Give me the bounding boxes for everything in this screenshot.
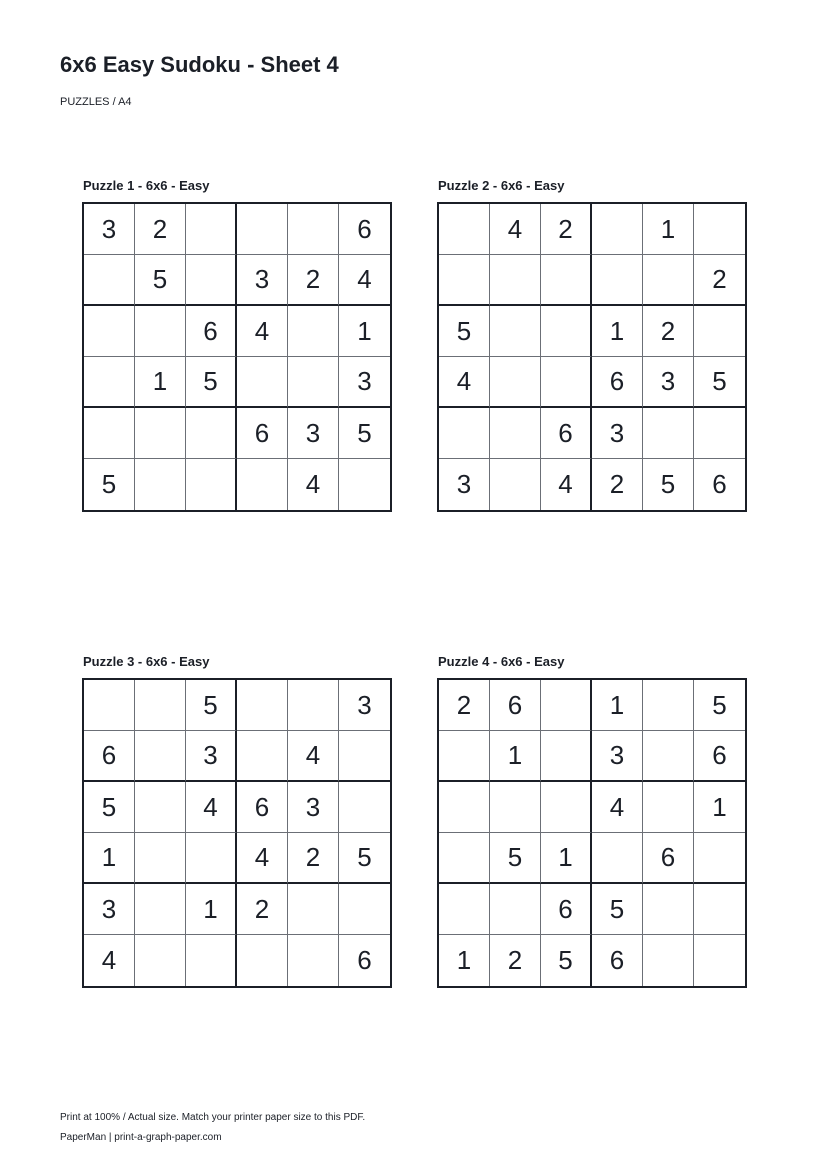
sudoku-cell — [439, 833, 490, 884]
sudoku-cell: 4 — [237, 306, 288, 357]
sudoku-cell — [541, 731, 592, 782]
sudoku-cell: 6 — [490, 680, 541, 731]
sudoku-cell — [135, 459, 186, 510]
sudoku-cell — [339, 884, 390, 935]
sudoku-cell — [237, 935, 288, 986]
sudoku-cell — [288, 306, 339, 357]
sudoku-cell: 2 — [439, 680, 490, 731]
sudoku-cell: 1 — [84, 833, 135, 884]
print-instructions: Print at 100% / Actual size. Match your printer paper size to this PDF. — [60, 1112, 366, 1123]
sudoku-cell: 5 — [694, 680, 745, 731]
sudoku-cell: 1 — [135, 357, 186, 408]
sudoku-cell: 4 — [439, 357, 490, 408]
sudoku-cell: 6 — [84, 731, 135, 782]
sudoku-cell — [643, 782, 694, 833]
sudoku-cell — [490, 306, 541, 357]
sudoku-cell: 4 — [84, 935, 135, 986]
sudoku-cell: 6 — [237, 408, 288, 459]
sudoku-cell — [643, 731, 694, 782]
sudoku-cell: 1 — [339, 306, 390, 357]
sudoku-cell — [237, 680, 288, 731]
sudoku-cell — [592, 204, 643, 255]
sudoku-cell: 2 — [135, 204, 186, 255]
sudoku-cell — [135, 935, 186, 986]
sudoku-cell: 3 — [643, 357, 694, 408]
sudoku-cell: 5 — [84, 459, 135, 510]
sudoku-cell: 2 — [288, 833, 339, 884]
sudoku-cell — [643, 680, 694, 731]
sudoku-cell — [186, 408, 237, 459]
sudoku-cell: 5 — [339, 833, 390, 884]
sudoku-cell — [490, 408, 541, 459]
sudoku-cell — [439, 884, 490, 935]
sudoku-cell — [339, 782, 390, 833]
sudoku-cell — [288, 884, 339, 935]
sudoku-cell: 2 — [643, 306, 694, 357]
sudoku-cell: 3 — [186, 731, 237, 782]
sudoku-cell: 2 — [541, 204, 592, 255]
sudoku-cell: 5 — [339, 408, 390, 459]
sudoku-cell: 6 — [339, 204, 390, 255]
sudoku-cell — [694, 935, 745, 986]
sudoku-cell — [237, 204, 288, 255]
sudoku-cell: 5 — [186, 680, 237, 731]
sudoku-cell — [439, 204, 490, 255]
sudoku-cell: 4 — [237, 833, 288, 884]
sudoku-cell — [694, 884, 745, 935]
sudoku-cell — [439, 255, 490, 306]
sudoku-cell — [135, 680, 186, 731]
puzzle-label: Puzzle 2 - 6x6 - Easy — [438, 178, 565, 193]
sudoku-cell — [490, 255, 541, 306]
sudoku-cell — [186, 255, 237, 306]
sudoku-cell: 3 — [84, 884, 135, 935]
sudoku-grid — [437, 678, 747, 988]
sudoku-cell — [490, 782, 541, 833]
sudoku-cell: 4 — [339, 255, 390, 306]
sudoku-cell — [186, 935, 237, 986]
sudoku-cell: 1 — [490, 731, 541, 782]
sudoku-cell — [694, 408, 745, 459]
puzzle-label: Puzzle 1 - 6x6 - Easy — [83, 178, 210, 193]
sudoku-cell — [84, 680, 135, 731]
sudoku-cell — [135, 884, 186, 935]
sudoku-cell: 1 — [186, 884, 237, 935]
sudoku-cell — [694, 833, 745, 884]
sudoku-cell: 3 — [339, 680, 390, 731]
sudoku-cell: 3 — [288, 408, 339, 459]
page-title: 6x6 Easy Sudoku - Sheet 4 — [60, 52, 339, 77]
sudoku-cell — [288, 935, 339, 986]
sudoku-cell — [84, 408, 135, 459]
sudoku-cell — [439, 782, 490, 833]
sudoku-cell: 6 — [357, 945, 372, 975]
sudoku-cell — [237, 357, 288, 408]
sudoku-cell — [135, 306, 186, 357]
sudoku-cell: 2 — [592, 459, 643, 510]
sudoku-cell — [186, 459, 237, 510]
sudoku-cell — [541, 306, 592, 357]
sudoku-cell — [84, 255, 135, 306]
page-subtitle: PUZZLES / A4 — [60, 96, 132, 108]
sudoku-cell — [288, 204, 339, 255]
sudoku-cell: 5 — [439, 306, 490, 357]
sudoku-cell: 2 — [237, 884, 288, 935]
sudoku-cell — [541, 255, 592, 306]
sudoku-cell: 5 — [694, 357, 745, 408]
sudoku-cell: 3 — [592, 408, 643, 459]
sudoku-cell — [541, 357, 592, 408]
sudoku-cell: 4 — [186, 782, 237, 833]
sudoku-cell — [135, 408, 186, 459]
sudoku-cell: 3 — [439, 459, 490, 510]
puzzle-label: Puzzle 3 - 6x6 - Easy — [83, 654, 210, 669]
sudoku-cell: 1 — [694, 782, 745, 833]
sudoku-cell: 6 — [643, 833, 694, 884]
sudoku-cell — [237, 459, 288, 510]
sudoku-cell — [186, 204, 237, 255]
sudoku-cell: 6 — [237, 782, 288, 833]
sudoku-cell — [592, 833, 643, 884]
sudoku-grid — [82, 202, 392, 512]
footer-brand: PaperMan | print-a-graph-paper.com — [60, 1132, 222, 1143]
sudoku-cell: 3 — [84, 204, 135, 255]
sudoku-cell: 4 — [288, 459, 339, 510]
sudoku-cell — [490, 357, 541, 408]
sudoku-cell: 6 — [694, 731, 745, 782]
sudoku-cell: 4 — [288, 731, 339, 782]
sudoku-cell — [643, 935, 694, 986]
sudoku-cell — [643, 408, 694, 459]
sudoku-cell — [135, 731, 186, 782]
sudoku-cell — [694, 204, 745, 255]
sudoku-cell — [339, 731, 390, 782]
sudoku-cell: 6 — [541, 884, 592, 935]
sudoku-cell — [592, 255, 643, 306]
sudoku-cell: 5 — [135, 255, 186, 306]
sudoku-cell: 1 — [592, 680, 643, 731]
sudoku-cell: 1 — [439, 935, 490, 986]
sudoku-cell: 1 — [541, 833, 592, 884]
sudoku-cell: 6 — [592, 935, 643, 986]
sudoku-cell: 1 — [592, 306, 643, 357]
sudoku-cell: 6 — [186, 306, 237, 357]
sudoku-cell — [288, 680, 339, 731]
sudoku-cell: 6 — [592, 357, 643, 408]
sudoku-cell: 4 — [490, 204, 541, 255]
puzzle-label: Puzzle 4 - 6x6 - Easy — [438, 654, 565, 669]
sudoku-cell: 2 — [490, 935, 541, 986]
sudoku-cell — [186, 833, 237, 884]
sudoku-cell: 5 — [84, 782, 135, 833]
sudoku-cell: 2 — [694, 255, 745, 306]
sudoku-cell: 6 — [541, 408, 592, 459]
sudoku-cell — [490, 459, 541, 510]
sudoku-cell: 6 — [712, 469, 727, 499]
sudoku-cell — [135, 833, 186, 884]
sudoku-cell: 5 — [643, 459, 694, 510]
sudoku-cell — [84, 357, 135, 408]
sudoku-cell — [643, 884, 694, 935]
sudoku-cell — [439, 731, 490, 782]
sudoku-cell: 4 — [541, 459, 592, 510]
sudoku-cell: 1 — [643, 204, 694, 255]
sudoku-cell — [541, 680, 592, 731]
sudoku-cell: 4 — [592, 782, 643, 833]
sudoku-grid — [437, 202, 747, 512]
sudoku-cell — [84, 306, 135, 357]
sudoku-cell: 3 — [288, 782, 339, 833]
sudoku-cell: 3 — [237, 255, 288, 306]
sudoku-cell — [339, 459, 390, 510]
sudoku-cell: 3 — [339, 357, 390, 408]
sudoku-cell — [288, 357, 339, 408]
sudoku-cell: 5 — [186, 357, 237, 408]
sudoku-cell — [694, 306, 745, 357]
sudoku-cell: 5 — [592, 884, 643, 935]
sudoku-grid — [82, 678, 392, 988]
sudoku-cell: 5 — [541, 935, 592, 986]
sudoku-cell: 5 — [490, 833, 541, 884]
sudoku-cell — [490, 884, 541, 935]
sudoku-cell: 2 — [288, 255, 339, 306]
sudoku-cell — [237, 731, 288, 782]
sudoku-cell: 3 — [592, 731, 643, 782]
sudoku-cell — [541, 782, 592, 833]
sudoku-cell — [439, 408, 490, 459]
sudoku-cell — [135, 782, 186, 833]
sudoku-cell — [643, 255, 694, 306]
